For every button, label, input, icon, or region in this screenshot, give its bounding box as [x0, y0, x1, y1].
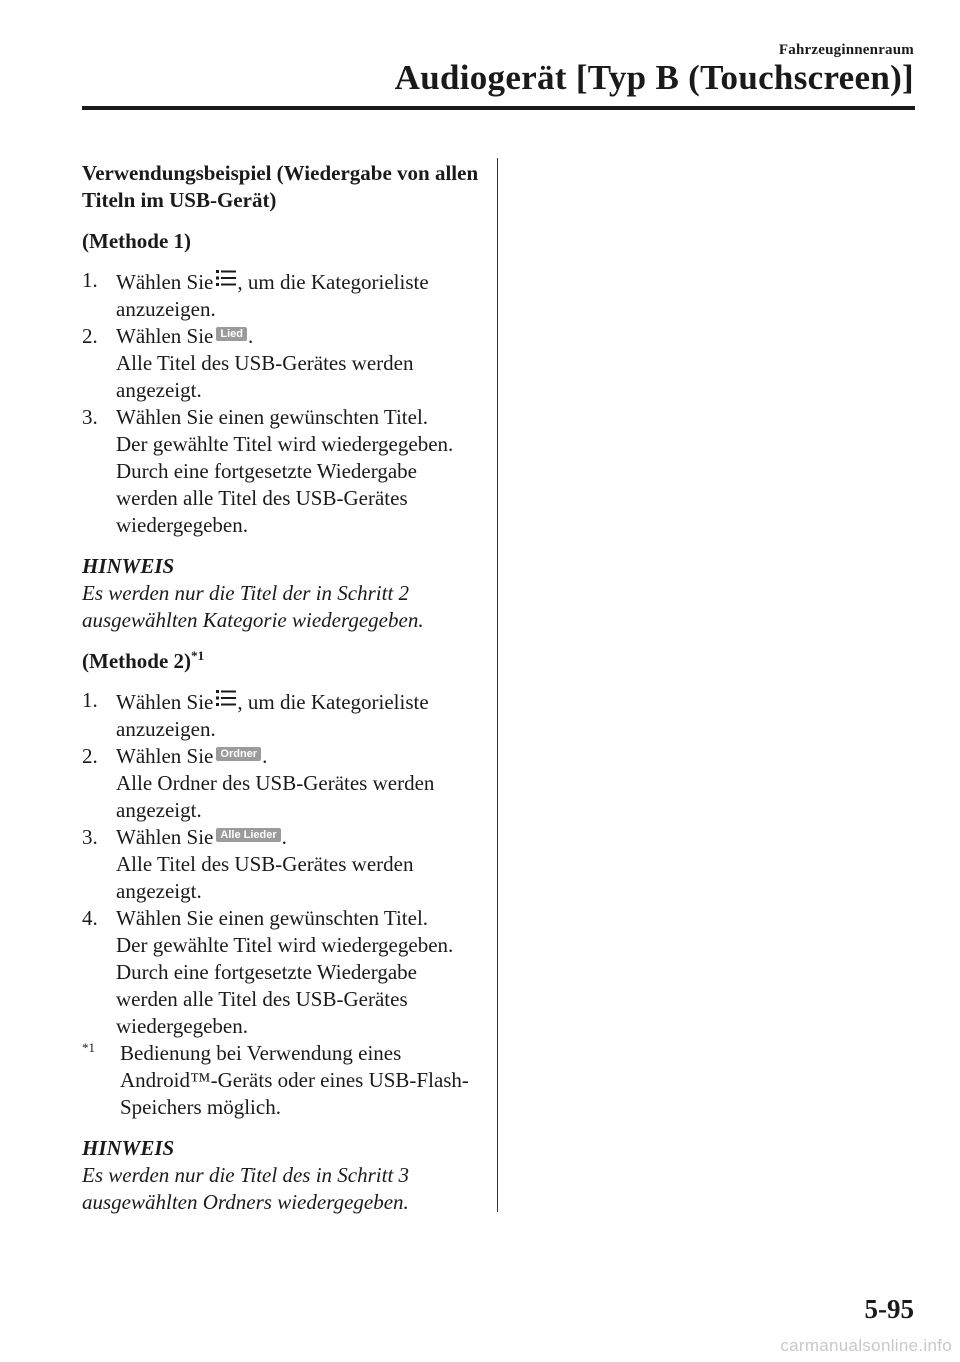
header-rule — [82, 106, 915, 110]
column-divider — [497, 158, 498, 1212]
method-1-step-3 — [82, 404, 482, 539]
step-text-after: . — [248, 324, 254, 348]
footnote-text: Bedienung bei Verwendung eines Android™-Geräts oder eines USB-Flash-Speichers möglich. — [120, 1041, 469, 1119]
method-2-steps — [82, 687, 482, 1040]
step-result: Alle Ordner des USB-Gerätes werden angezeigt. — [116, 771, 435, 822]
page-title: Audiogerät [Typ B (Touchscreen)] — [394, 58, 914, 97]
footnote-mark-text: *1 — [82, 1040, 95, 1055]
step-text-after: . — [262, 744, 268, 768]
page-number: 5-95 — [864, 1294, 914, 1324]
step-text: Wählen Sie einen gewünschten Titel. — [116, 906, 429, 930]
step-text-after: , um die Kategorieliste anzuzeigen. — [116, 270, 429, 321]
footnote-reference: *1 — [191, 648, 205, 663]
method-2-step-1 — [82, 687, 482, 743]
method-1-step-2 — [82, 323, 482, 404]
section-subheading: Verwendungsbeispiel (Wiedergabe von allen Titeln im USB-Gerät) — [82, 161, 479, 212]
note-1-text: Es werden nur die Titel der in Schritt 2 ausgewählten Kategorie wiedergegeben. — [82, 581, 424, 632]
watermark: carmanualsonline.info — [780, 1336, 952, 1355]
method-1-step-1 — [82, 267, 482, 323]
step-text: Wählen Sie — [116, 324, 214, 348]
footnote — [82, 1040, 482, 1121]
method-2-step-2 — [82, 743, 482, 824]
step-number: 1. — [82, 688, 98, 712]
header-section: Fahrzeuginnenraum — [778, 42, 914, 58]
step-result: Alle Titel des USB-Gerätes werden angezeigt. — [116, 852, 414, 903]
method-2-step-4 — [82, 905, 482, 1040]
footnote-mark — [82, 1040, 95, 1067]
step-text: Wählen Sie — [116, 690, 214, 714]
method-1-steps — [82, 267, 482, 539]
step-text-after: . — [281, 825, 287, 849]
left-column — [82, 160, 482, 1216]
step-result: Der gewählte Titel wird wiedergegeben. Durch eine fortgesetzte Wiedergabe werden alle Titel des USB-Gerätes wiedergegeben. — [116, 432, 454, 537]
list-icon — [216, 687, 236, 714]
step-text-after: , um die Kategorieliste anzuzeigen. — [116, 690, 429, 741]
step-number: 2. — [82, 744, 98, 768]
step-number: 3. — [82, 405, 98, 429]
method-1-title: (Methode 1) — [82, 229, 192, 253]
step-number: 1. — [82, 268, 98, 292]
step-text: Wählen Sie einen gewünschten Titel. — [116, 405, 429, 429]
note-2-text: Es werden nur die Titel des in Schritt 3 ausgewählten Ordners wiedergegeben. — [82, 1163, 410, 1214]
method-2-title-text: (Methode 2) — [82, 649, 192, 673]
method-2-title — [82, 648, 482, 675]
note-2-label: HINWEIS — [82, 1136, 175, 1160]
alle-lieder-button: Alle Lieder — [216, 828, 280, 842]
step-text: Wählen Sie — [116, 744, 214, 768]
step-number: 2. — [82, 324, 98, 348]
list-icon — [216, 267, 236, 294]
ordner-button: Ordner — [216, 747, 261, 761]
step-result: Der gewählte Titel wird wiedergegeben. Durch eine fortgesetzte Wiedergabe werden alle Titel des USB-Gerätes wiedergegeben. — [116, 933, 454, 1038]
method-2-step-3 — [82, 824, 482, 905]
step-result: Alle Titel des USB-Gerätes werden angezeigt. — [116, 351, 414, 402]
step-text: Wählen Sie — [116, 270, 214, 294]
lied-button: Lied — [216, 327, 247, 341]
step-number: 4. — [82, 906, 98, 930]
step-number: 3. — [82, 825, 98, 849]
note-1-label: HINWEIS — [82, 554, 175, 578]
step-text: Wählen Sie — [116, 825, 214, 849]
